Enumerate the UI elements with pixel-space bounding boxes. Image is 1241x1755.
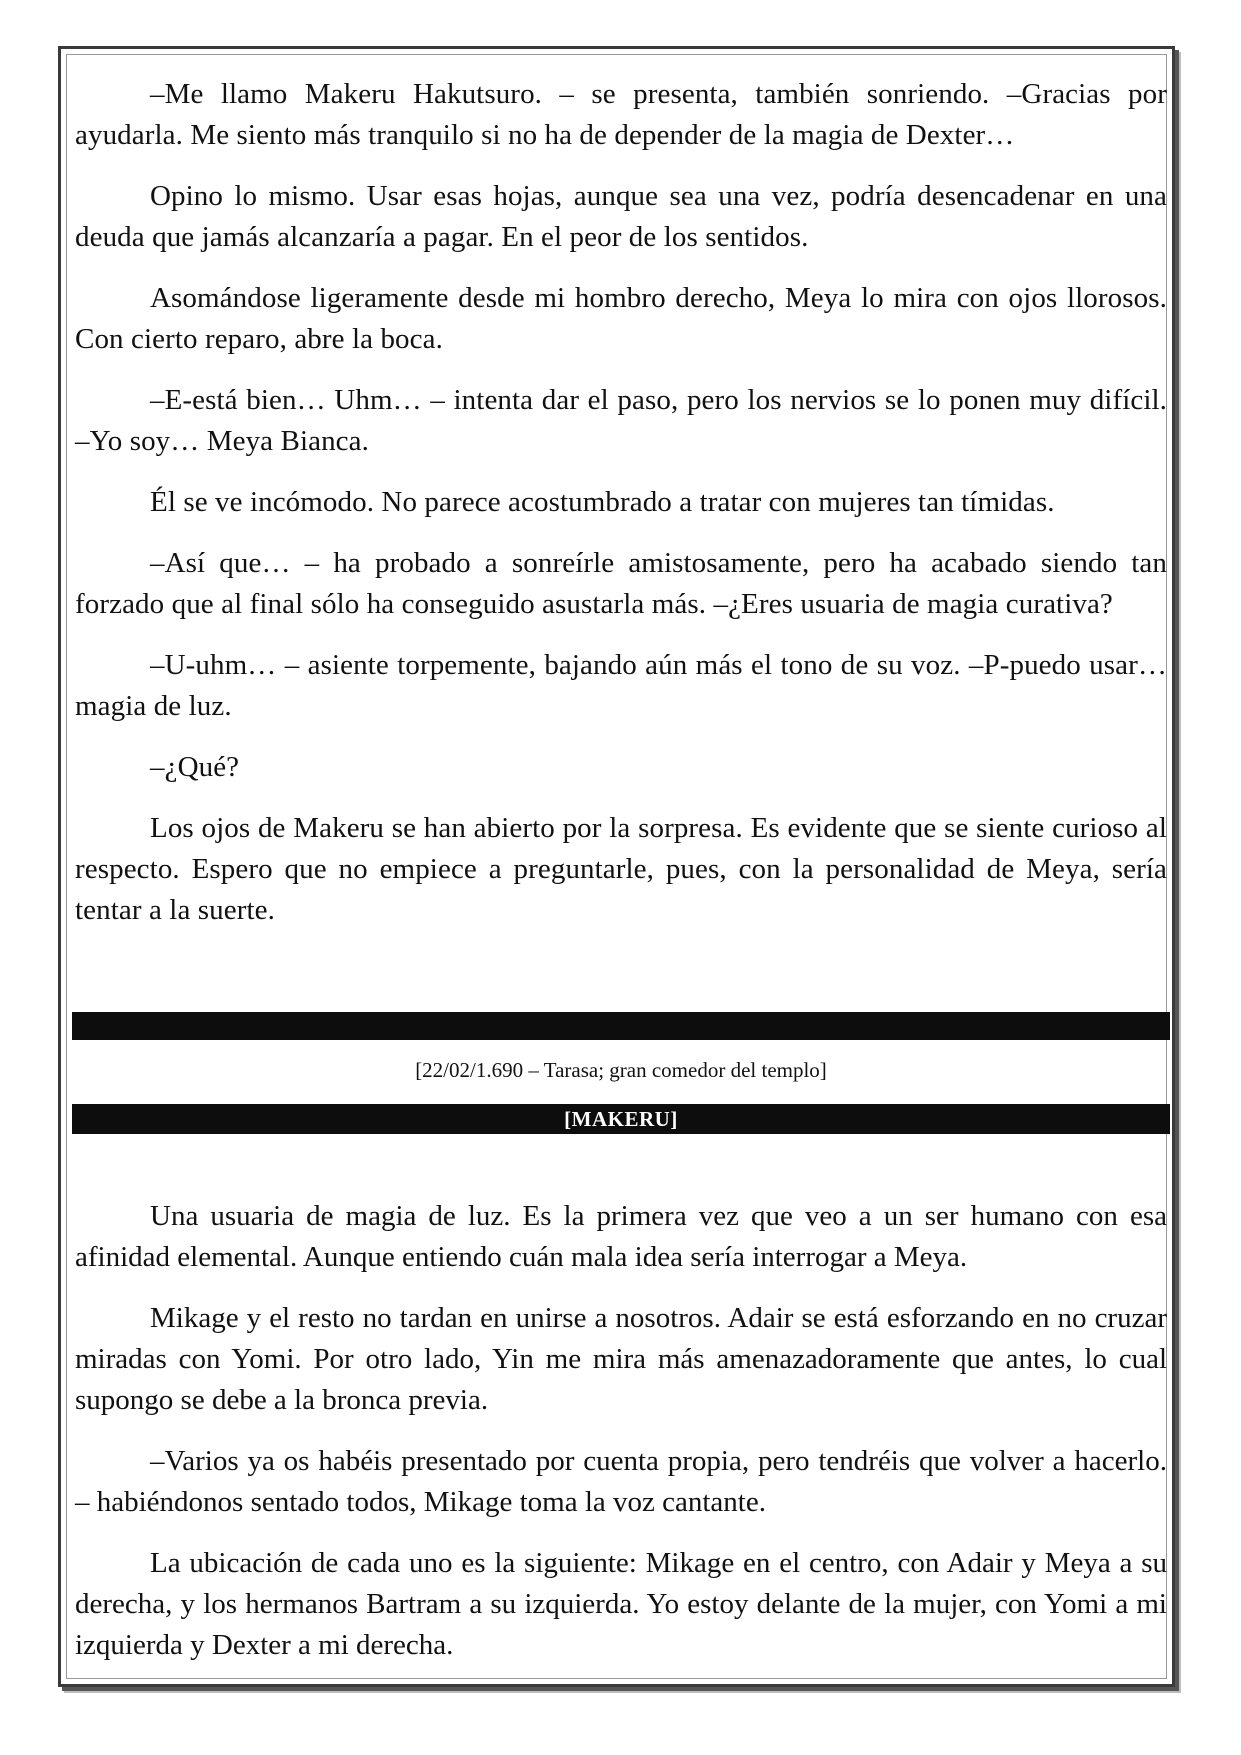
paragraph: –U-uhm… – asiente torpemente, bajando aún más el tono de su voz. –P-puedo usar… magia de luz. (75, 649, 1167, 722)
paragraph: Mikage y el resto no tardan en unirse a nosotros. Adair se está esforzando en no cruzar miradas con Yomi. Por otro lado, Yin me mira más amenazadoramente que antes, lo cual supongo se debe a la bronca previa. (75, 1302, 1167, 1416)
bottom-text-block (75, 1196, 1167, 1686)
paragraph: Opino lo mismo. Usar esas hojas, aunque sea una vez, podría desencadenar en una deuda que jamás alcanzaría a pagar. En el peor de los sentidos. (75, 180, 1167, 253)
paragraph: Una usuaria de magia de luz. Es la primera vez que veo a un ser humano con esa afinidad elemental. Aunque entiendo cuán mala idea sería interrogar a Meya. (75, 1200, 1167, 1273)
top-text-block (75, 74, 1167, 931)
paragraph: –Así que… – ha probado a sonreírle amistosamente, pero ha acabado siendo tan forzado que al final sólo ha conseguido asustarla más. –¿Eres usuaria de magia curativa? (75, 547, 1167, 620)
paragraph: –Varios ya os habéis presentado por cuenta propia, pero tendréis que volver a hacerlo. – habiéndonos sentado todos, Mikage toma la voz cantante. (75, 1445, 1167, 1518)
paragraph: –E-está bien… Uhm… – intenta dar el paso, pero los nervios se lo ponen muy difícil. –Yo soy… Meya Bianca. (75, 384, 1167, 457)
paragraph: –¿Qué? (150, 751, 240, 783)
paragraph: Asomándose ligeramente desde mi hombro derecho, Meya lo mira con ojos llorosos. Con cierto reparo, abre la boca. (75, 282, 1167, 355)
scene-date-location: [22/02/1.690 – Tarasa; gran comedor del templo] (415, 1058, 827, 1082)
paragraph: La ubicación de cada uno es la siguiente: Mikage en el centro, con Adair y Meya a su derecha, y los hermanos Bartram a su izquierda. Yo estoy delante de la mujer, con Yomi a mi izquierda y Dexter a mi derecha. (75, 1547, 1167, 1661)
pov-header: [MAKERU] (72, 1104, 1170, 1134)
paragraph: –Me llamo Makeru Hakutsuro. – se presenta, también sonriendo. –Gracias por ayudarla. Me siento más tranquilo si no ha de depender de la magia de Dexter… (75, 78, 1167, 151)
paragraph: Los ojos de Makeru se han abierto por la sorpresa. Es evidente que se siente curioso al respecto. Espero que no empiece a preguntarle, pues, con la personalidad de Meya, sería tentar a la suerte. (75, 812, 1167, 926)
scene-divider-bar (72, 1012, 1170, 1040)
paragraph: Él se ve incómodo. No parece acostumbrado a tratar con mujeres tan tímidas. (150, 486, 1055, 518)
